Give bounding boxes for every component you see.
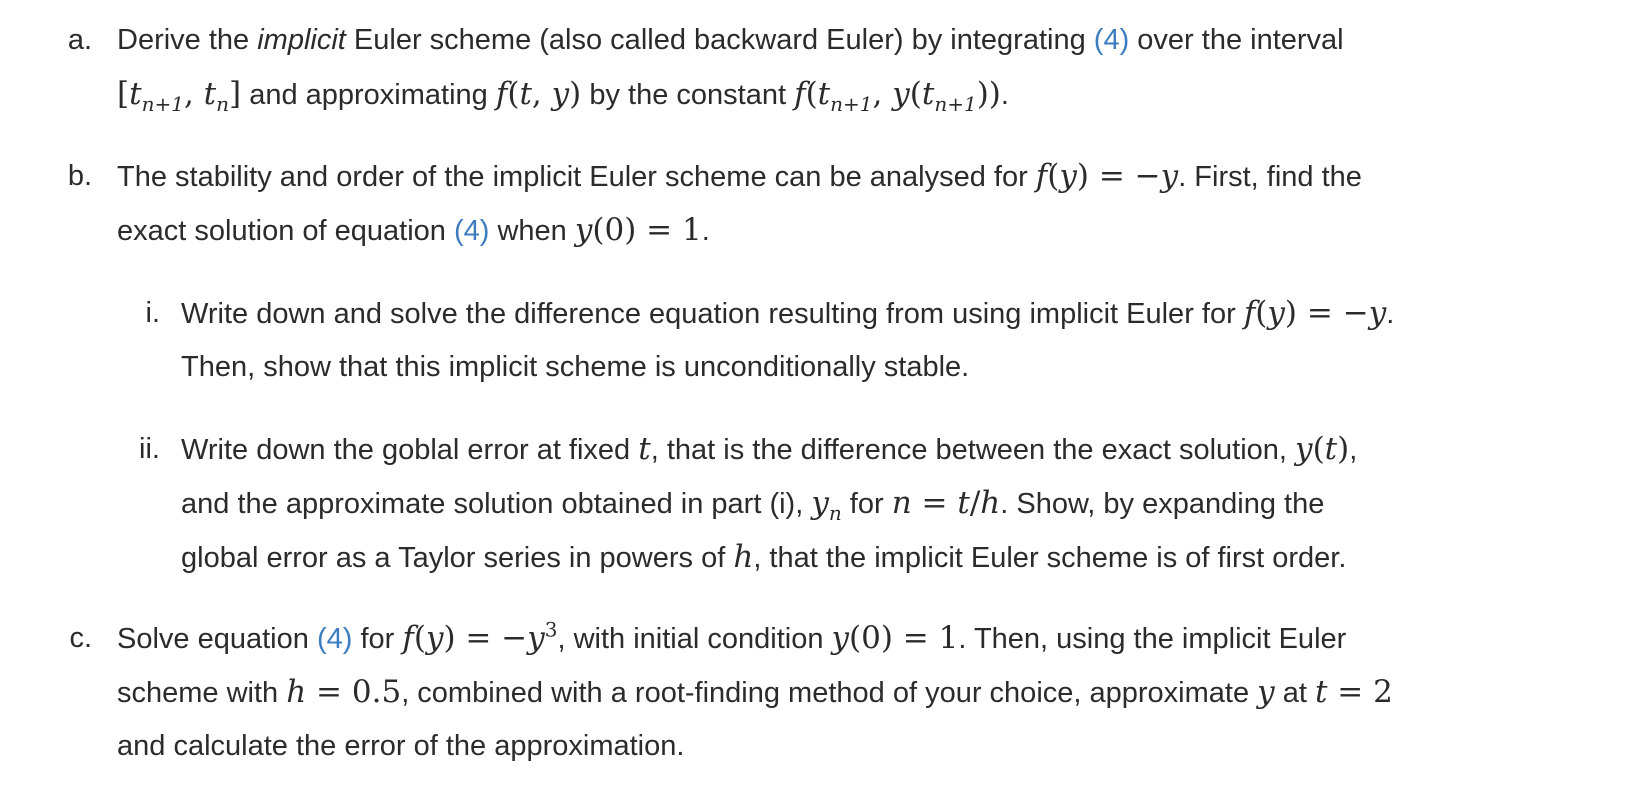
item-a-text: over the interval (1129, 24, 1344, 56)
item-bi-text: Write down and solve the difference equation resulting from using implicit Euler for (181, 298, 1244, 330)
item-bii-line-1 (181, 429, 1357, 470)
item-bi-text: Then, show that this implicit scheme is unconditionally stable. (181, 351, 970, 383)
item-b-marker: b. (67, 160, 92, 192)
math-n-equals-t-over-h: n = t/h (891, 485, 1001, 521)
item-bii-line-2 (181, 483, 1324, 524)
math-f-tn1: $f(t_{n+1}$, $y(t_{n+1})$) (794, 76, 1001, 117)
item-c-text: Solve equation (117, 623, 317, 655)
item-b-text: exact solution of equation (117, 215, 454, 247)
math-h-equals-half: h = 0.5 (286, 674, 402, 710)
item-a-emphasis: implicit (257, 24, 346, 56)
item-a-text: by the constant (581, 79, 795, 111)
item-c-text: , with initial condition (557, 623, 832, 655)
math-y: y (1257, 674, 1275, 710)
item-bii-text: global error as a Taylor series in powers of (181, 542, 734, 574)
math-h: h (733, 539, 754, 575)
item-bii-text: Write down the goblal error at fixed (181, 434, 639, 466)
item-a-line-1 (117, 20, 1344, 60)
item-a-text: Euler scheme (also called backward Euler) by integrating (345, 24, 1094, 56)
equation-reference-link[interactable]: (4) (316, 623, 353, 655)
item-bi-marker: i. (145, 297, 160, 329)
math-initial-condition: y(0) = 1 (831, 620, 959, 656)
item-c-text: at (1274, 677, 1315, 709)
item-c-text: and calculate the error of the approximation. (117, 730, 685, 762)
item-bii-text: for (841, 488, 892, 520)
item-c-line-3 (117, 726, 684, 766)
item-bii-text: and the approximate solution obtained in part (i), (181, 488, 812, 520)
item-c-text: for (352, 623, 403, 655)
item-c-text: scheme with (117, 677, 287, 709)
math-initial-condition: y(0) = 1 (574, 212, 702, 248)
equation-reference-link[interactable]: (4) (453, 215, 490, 247)
item-a-text: . (1000, 79, 1009, 111)
item-a-text: and approximating (241, 79, 496, 111)
item-bii-text: . Show, by expanding the (1000, 488, 1325, 520)
math-interval: [$t_{n+1}$, $t_n$] (117, 76, 242, 117)
math-y-of-t: y(t) (1295, 431, 1350, 467)
item-a-text: Derive the (117, 24, 258, 56)
item-b-text: The stability and order of the implicit Euler scheme can be analysed for (117, 161, 1036, 193)
item-b-line-2 (117, 210, 710, 251)
item-bii-marker: ii. (139, 433, 160, 465)
item-a-marker: a. (67, 24, 92, 56)
item-bii-text: , (1349, 434, 1358, 466)
item-b-text: when (489, 215, 575, 247)
item-c-line-2 (117, 672, 1393, 713)
item-b-text: . First, find the (1178, 161, 1362, 193)
item-bi-line-1 (181, 293, 1394, 334)
math-f-minus-y-cubed: $f(y) = -y^3$ (402, 617, 558, 656)
item-c-text: . Then, using the implicit Euler (958, 623, 1347, 655)
item-bii-line-3 (181, 537, 1346, 578)
item-c-marker: c. (69, 622, 92, 654)
math-t: t (638, 431, 651, 467)
item-b-text: . (701, 215, 710, 247)
item-bi-line-2 (181, 347, 969, 387)
math-y-n: $y_n$ (811, 485, 842, 526)
item-bi-text: . (1386, 298, 1395, 330)
math-f-minus-y: f(y) = −y (1243, 295, 1387, 331)
item-c-text: , combined with a root-finding method of your choice, approximate (401, 677, 1258, 709)
math-t-equals-two: t = 2 (1314, 674, 1393, 710)
math-f-minus-y: f(y) = −y (1035, 158, 1179, 194)
item-bii-text: , that is the difference between the exact solution, (650, 434, 1296, 466)
item-b-line-1 (117, 156, 1362, 197)
item-c-line-1 (117, 618, 1346, 659)
item-bii-text: , that the implicit Euler scheme is of first order. (753, 542, 1347, 574)
math-f-t-y: f(t, y) (495, 76, 582, 112)
equation-reference-link[interactable]: (4) (1093, 24, 1130, 56)
item-a-line-2 (117, 74, 1009, 115)
